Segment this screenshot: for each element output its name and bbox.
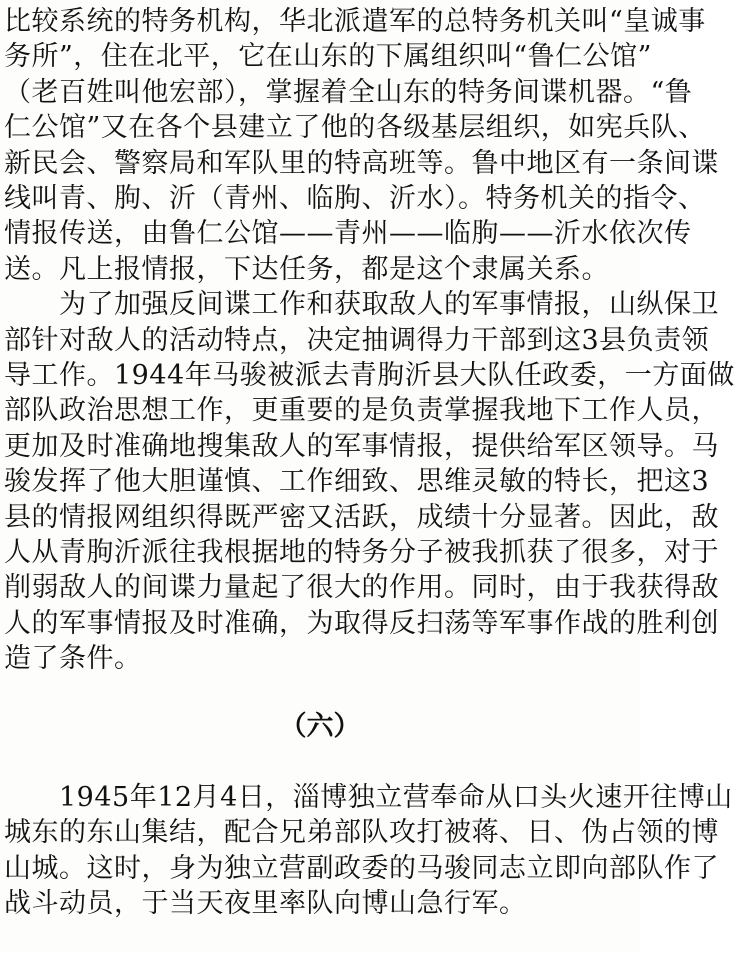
paragraph-1-line-3: （老百姓叫他宏部），掌握着全山东的特务间谍机器。“鲁 bbox=[4, 76, 693, 108]
paragraph-1-line-2: 务所”，住在北平，它在山东的下属组织叫“鲁仁公馆” bbox=[4, 41, 652, 73]
paragraph-1-line-6: 线叫青、朐、沂（青州、临朐、沂水）。特务机关的指令、 bbox=[4, 183, 706, 214]
paragraph-2-line-2: 部针对敌人的活动特点，决定抽调得力干部到这3县负责领 bbox=[4, 324, 710, 356]
paragraph-1-line-7: 情报传送，由鲁仁公馆——青州——临朐——沂水依次传 bbox=[4, 218, 692, 250]
paragraph-3-line-1: 1945年12月4日，淄博独立营奉命从口头火速开往博山 bbox=[4, 782, 733, 813]
paragraph-3-line-3: 山城。这时，身为独立营副政委的马骏同志立即向部队作了 bbox=[4, 852, 719, 884]
paragraph-1-line-1: 比较系统的特务机构，华北派遣军的总特务机关叫“皇诚事 bbox=[4, 6, 706, 37]
paragraph-2-line-7: 县的情报网组织得既严密又活跃，成绩十分显著。因此，敌 bbox=[4, 501, 719, 533]
paragraph-1-line-8: 送。凡上报情报，下达任务，都是这个隶属关系。 bbox=[4, 253, 609, 285]
paragraph-3-line-2: 城东的东山集结，配合兄弟部队攻打被蒋、日、伪占领的博 bbox=[4, 817, 719, 849]
paragraph-3-line-4: 战斗动员，于当天夜里率队向博山急行军。 bbox=[4, 888, 527, 920]
paragraph-1-line-5: 新民会、警察局和军队里的特高班等。鲁中地区有一条间谍 bbox=[4, 147, 719, 179]
paragraph-2-line-4: 部队政治思想工作，更重要的是负责掌握我地下工作人员， bbox=[4, 395, 719, 427]
paragraph-2-line-9: 削弱敌人的间谍力量起了很大的作用。同时，由于我获得敌 bbox=[4, 572, 719, 604]
section-heading: （六） bbox=[279, 710, 361, 742]
paragraph-2-line-1: 为了加强反间谍工作和获取敌人的军事情报，山纵保卫 bbox=[4, 289, 719, 321]
paragraph-2-line-6: 骏发挥了他大胆谨慎、工作细致、思维灵敏的特长，把这3 bbox=[4, 466, 710, 498]
paragraph-2-line-10: 人的军事情报及时准确，为取得反扫荡等军事作战的胜利创 bbox=[4, 607, 719, 639]
paragraph-2-line-11: 造了条件。 bbox=[4, 643, 142, 675]
paragraph-2-line-3: 导工作。1944年马骏被派去青朐沂县大队任政委，一方面做 bbox=[4, 360, 735, 391]
paragraph-2-line-5: 更加及时准确地搜集敌人的军事情报，提供给军区领导。马 bbox=[4, 430, 719, 462]
paragraph-2-line-8: 人从青朐沂派往我根据地的特务分子被我抓获了很多，对于 bbox=[4, 537, 719, 568]
paragraph-1-line-4: 仁公馆”又在各个县建立了他的各级基层组织，如宪兵队、 bbox=[4, 112, 706, 144]
